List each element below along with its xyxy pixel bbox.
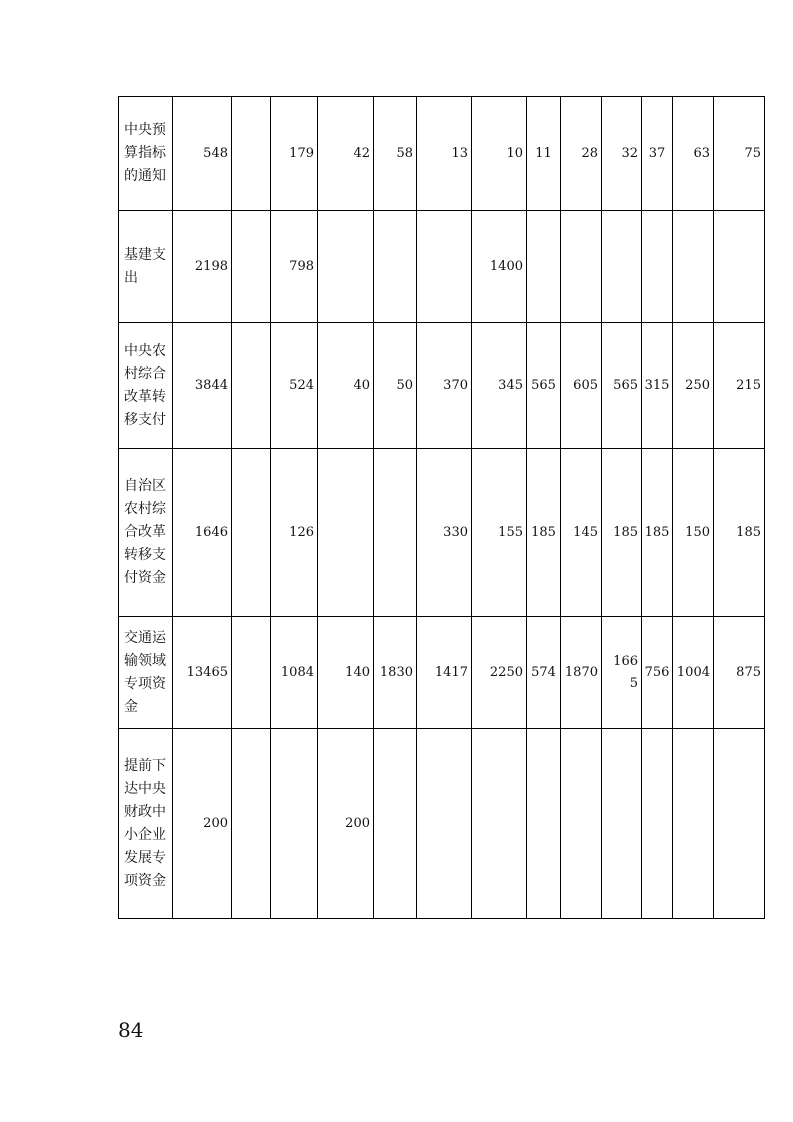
table-row: [119, 323, 765, 449]
table-cell: 1870: [561, 617, 602, 729]
table-cell: [673, 211, 714, 323]
table-cell: [561, 211, 602, 323]
table-cell: [714, 729, 765, 919]
table-cell: [318, 449, 374, 617]
table-cell: 1665: [602, 617, 642, 729]
table-cell: 140: [318, 617, 374, 729]
table-cell: [232, 617, 271, 729]
table-cell: 179: [271, 97, 318, 211]
table-cell: [374, 211, 417, 323]
table-cell: 330: [417, 449, 472, 617]
table-cell: 126: [271, 449, 318, 617]
table-row: [119, 729, 765, 919]
table-cell: [374, 729, 417, 919]
table-cell: [232, 211, 271, 323]
table-cell: 756: [642, 617, 673, 729]
table-cell: [271, 729, 318, 919]
table-cell: 50: [374, 323, 417, 449]
table-cell: 315: [642, 323, 673, 449]
table-cell: [417, 729, 472, 919]
table-cell: 145: [561, 449, 602, 617]
table-cell: [232, 323, 271, 449]
table-cell: 200: [173, 729, 232, 919]
row-label: 提前下达中央财政中小企业发展专项资金: [119, 729, 173, 919]
table-cell: 185: [642, 449, 673, 617]
table-row: [119, 97, 765, 211]
table-cell: [232, 449, 271, 617]
table-cell: 13: [417, 97, 472, 211]
table-cell: 32: [602, 97, 642, 211]
table-cell: 215: [714, 323, 765, 449]
row-label: 中央农村综合改革转移支付: [119, 323, 173, 449]
table-cell: [673, 729, 714, 919]
table-cell: [602, 211, 642, 323]
row-label: 中央预算指标的通知: [119, 97, 173, 211]
table-cell: 1646: [173, 449, 232, 617]
table-cell: 200: [318, 729, 374, 919]
table-cell: 345: [472, 323, 527, 449]
table-row: [119, 211, 765, 323]
table-cell: 28: [561, 97, 602, 211]
table-cell: 605: [561, 323, 602, 449]
table-cell: [527, 729, 561, 919]
table-cell: [714, 211, 765, 323]
table-cell: 370: [417, 323, 472, 449]
table-cell: [527, 211, 561, 323]
table-cell: 574: [527, 617, 561, 729]
table-cell: [472, 729, 527, 919]
row-label: 自治区农村综合改革转移支付资金: [119, 449, 173, 617]
table-cell: 548: [173, 97, 232, 211]
table-cell: [232, 97, 271, 211]
table-cell: 185: [527, 449, 561, 617]
budget-allocation-table: [118, 96, 765, 919]
table-cell: 10: [472, 97, 527, 211]
table-cell: 798: [271, 211, 318, 323]
table-cell: 875: [714, 617, 765, 729]
table-cell: [642, 729, 673, 919]
table-cell: 1084: [271, 617, 318, 729]
table-cell: 565: [602, 323, 642, 449]
table-cell: 3844: [173, 323, 232, 449]
table-row: [119, 449, 765, 617]
table-cell: 2198: [173, 211, 232, 323]
row-label: 交通运输领域专项资金: [119, 617, 173, 729]
table-cell: 63: [673, 97, 714, 211]
table-cell: 524: [271, 323, 318, 449]
table-cell: 155: [472, 449, 527, 617]
table-cell: 185: [714, 449, 765, 617]
table-cell: 1004: [673, 617, 714, 729]
table-cell: [642, 211, 673, 323]
table-cell: 13465: [173, 617, 232, 729]
table-cell: [561, 729, 602, 919]
table-row: [119, 617, 765, 729]
table-cell: 37: [642, 97, 673, 211]
table-cell: [232, 729, 271, 919]
table-cell: 1830: [374, 617, 417, 729]
table-cell: 150: [673, 449, 714, 617]
table-cell: 42: [318, 97, 374, 211]
table-cell: 1400: [472, 211, 527, 323]
page-number: 84: [118, 1018, 144, 1042]
table-cell: [374, 449, 417, 617]
table-cell: [318, 211, 374, 323]
table-cell: 565: [527, 323, 561, 449]
table-cell: 75: [714, 97, 765, 211]
table-cell: 11: [527, 97, 561, 211]
table-cell: 40: [318, 323, 374, 449]
table-cell: [602, 729, 642, 919]
table-cell: 250: [673, 323, 714, 449]
table-cell: 2250: [472, 617, 527, 729]
table-cell: 185: [602, 449, 642, 617]
table-cell: 1417: [417, 617, 472, 729]
row-label: 基建支出: [119, 211, 173, 323]
table-cell: 58: [374, 97, 417, 211]
table-cell: [417, 211, 472, 323]
